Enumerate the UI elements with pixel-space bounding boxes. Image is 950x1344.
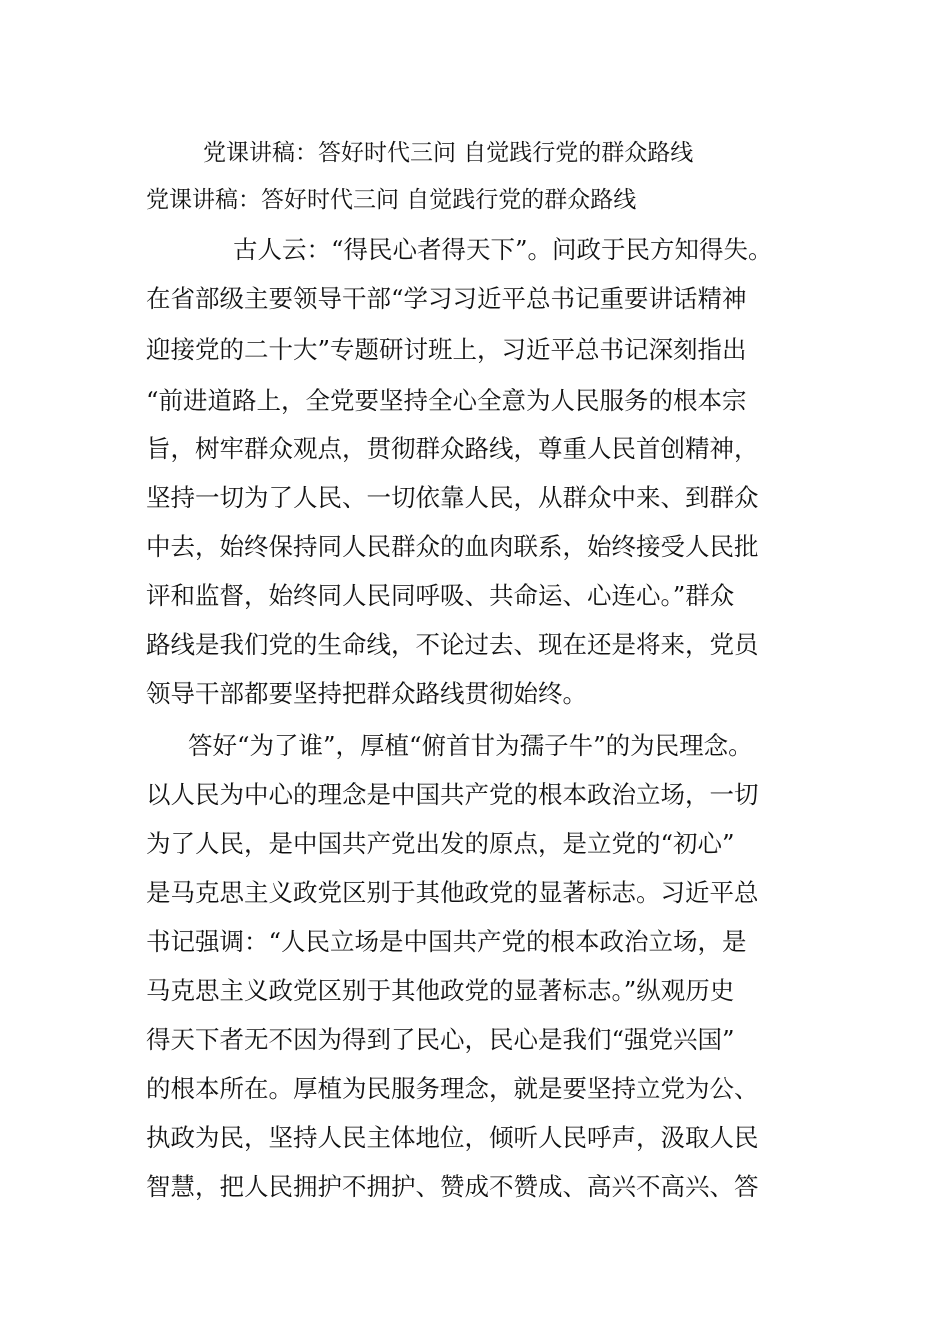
paragraph-line: 在省部级主要领导干部“学习习近平总书记重要讲话精神 [146, 284, 747, 313]
paragraph-line: 答好“为了谁”，厚植“俯首甘为孺子牛”的为民理念。 [188, 731, 753, 760]
paragraph-line: 领导干部都要坚持把群众路线贯彻始终。 [146, 679, 587, 708]
paragraph-line: 的根本所在。厚植为民服务理念，就是要坚持立党为公、 [146, 1074, 759, 1103]
paragraph-line: 书记强调：“人民立场是中国共产党的根本政治立场，是 [146, 927, 747, 956]
paragraph-line: 坚持一切为了人民、一切依靠人民，从群众中来、到群众 [146, 483, 759, 512]
paragraph-line: 旨，树牢群众观点，贯彻群众路线，尊重人民首创精神， [146, 434, 759, 463]
document-title: 党课讲稿：答好时代三问 自觉践行党的群众路线 [203, 140, 694, 166]
paragraph-line: “前进道路上，全党要坚持全心全意为人民服务的根本宗 [146, 386, 747, 415]
paragraph-line: 迎接党的二十大”专题研讨班上，习近平总书记深刻指出 [146, 335, 747, 364]
paragraph-line: 执政为民，坚持人民主体地位，倾听人民呼声，汲取人民 [146, 1123, 759, 1152]
paragraph-line: 马克思主义政党区别于其他政党的显著标志。”纵观历史 [146, 976, 735, 1005]
document-subtitle: 党课讲稿：答好时代三问 自觉践行党的群众路线 [146, 187, 637, 213]
paragraph-line: 为了人民，是中国共产党出发的原点，是立党的“初心” [146, 829, 735, 858]
paragraph-line: 中去，始终保持同人民群众的血肉联系，始终接受人民批 [146, 532, 759, 561]
paragraph-line: 是马克思主义政党区别于其他政党的显著标志。习近平总 [146, 878, 759, 907]
paragraph-line: 评和监督，始终同人民同呼吸、共命运、心连心。”群众 [146, 581, 735, 610]
paragraph-line: 路线是我们党的生命线，不论过去、现在还是将来，党员 [146, 630, 759, 659]
paragraph-line: 以人民为中心的理念是中国共产党的根本政治立场，一切 [146, 780, 759, 809]
paragraph-line: 智慧，把人民拥护不拥护、赞成不赞成、高兴不高兴、答 [146, 1172, 759, 1201]
paragraph-line: 古人云：“得民心者得天下”。问政于民方知得失。 [233, 235, 773, 264]
paragraph-line: 得天下者无不因为得到了民心，民心是我们“强党兴国” [146, 1025, 735, 1054]
